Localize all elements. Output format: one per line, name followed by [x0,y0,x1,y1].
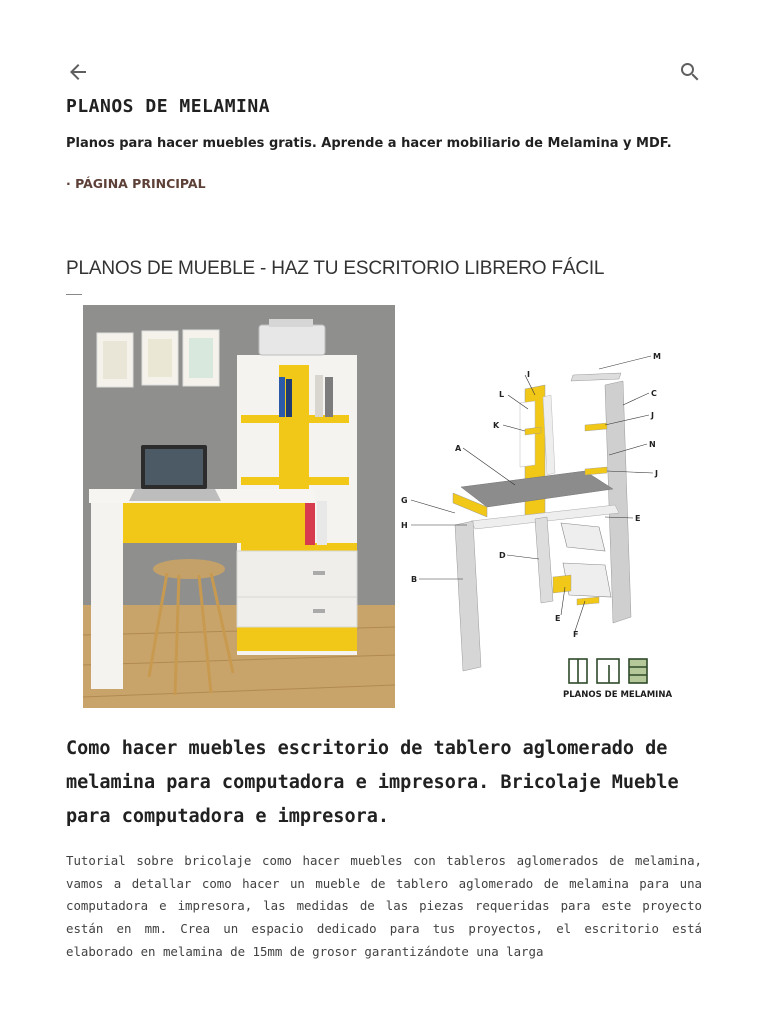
diagram-label: A [455,444,462,453]
blog-title[interactable]: PLANOS DE MELAMINA [66,96,271,117]
diagram-label: H [401,521,408,530]
planos-de-melamina-logo [569,659,647,683]
room-photo [83,305,395,708]
search-icon[interactable] [678,60,702,84]
exploded-diagram [395,305,683,708]
diagram-label: G [401,496,408,505]
nav-link-home[interactable]: · PÁGINA PRINCIPAL [66,176,206,191]
diagram-label: D [499,551,506,560]
diagram-label: E [635,514,641,523]
diagram-label: B [411,575,418,584]
post-title: PLANOS DE MUEBLE - HAZ TU ESCRITORIO LIBRERO FÁCIL [66,258,605,279]
diagram-label: C [651,389,657,398]
arrow-left-icon[interactable] [66,60,90,84]
diagram-label: L [499,390,505,399]
post-body: Tutorial sobre bricolaje como hacer muebles con tableros aglomerados de melamina, vamos a detallar como hacer un mueble de tablero aglomerado de melamina para una computadora e impresora, las medidas de las piezas requeridas para este proyecto están en mm. Crea un espacio dedicado para tus proyectos, el escritorio está elaborado en melamina de 15mm de grosor garantizándote una larga [66,853,702,959]
hero-image[interactable] [83,305,683,708]
diagram-label: I [527,370,530,379]
post-subheading: Como hacer muebles escritorio de tablero aglomerado de melamina para computadora e impresora. Bricolaje Mueble para computadora e impresora. [66,738,679,827]
blog-description: Planos para hacer muebles gratis. Aprende a hacer mobiliario de Melamina y MDF. [66,136,672,151]
diagram-label: K [493,421,500,430]
logo-text: PLANOS DE MELAMINA [563,690,673,700]
title-underline [66,294,82,295]
top-bar [66,60,702,86]
diagram-label: J [655,469,658,478]
diagram-label: M [653,352,661,361]
diagram-label: F [573,630,579,639]
diagram-label: N [649,440,656,449]
diagram-label: J [651,411,654,420]
diagram-label: E [555,614,561,623]
